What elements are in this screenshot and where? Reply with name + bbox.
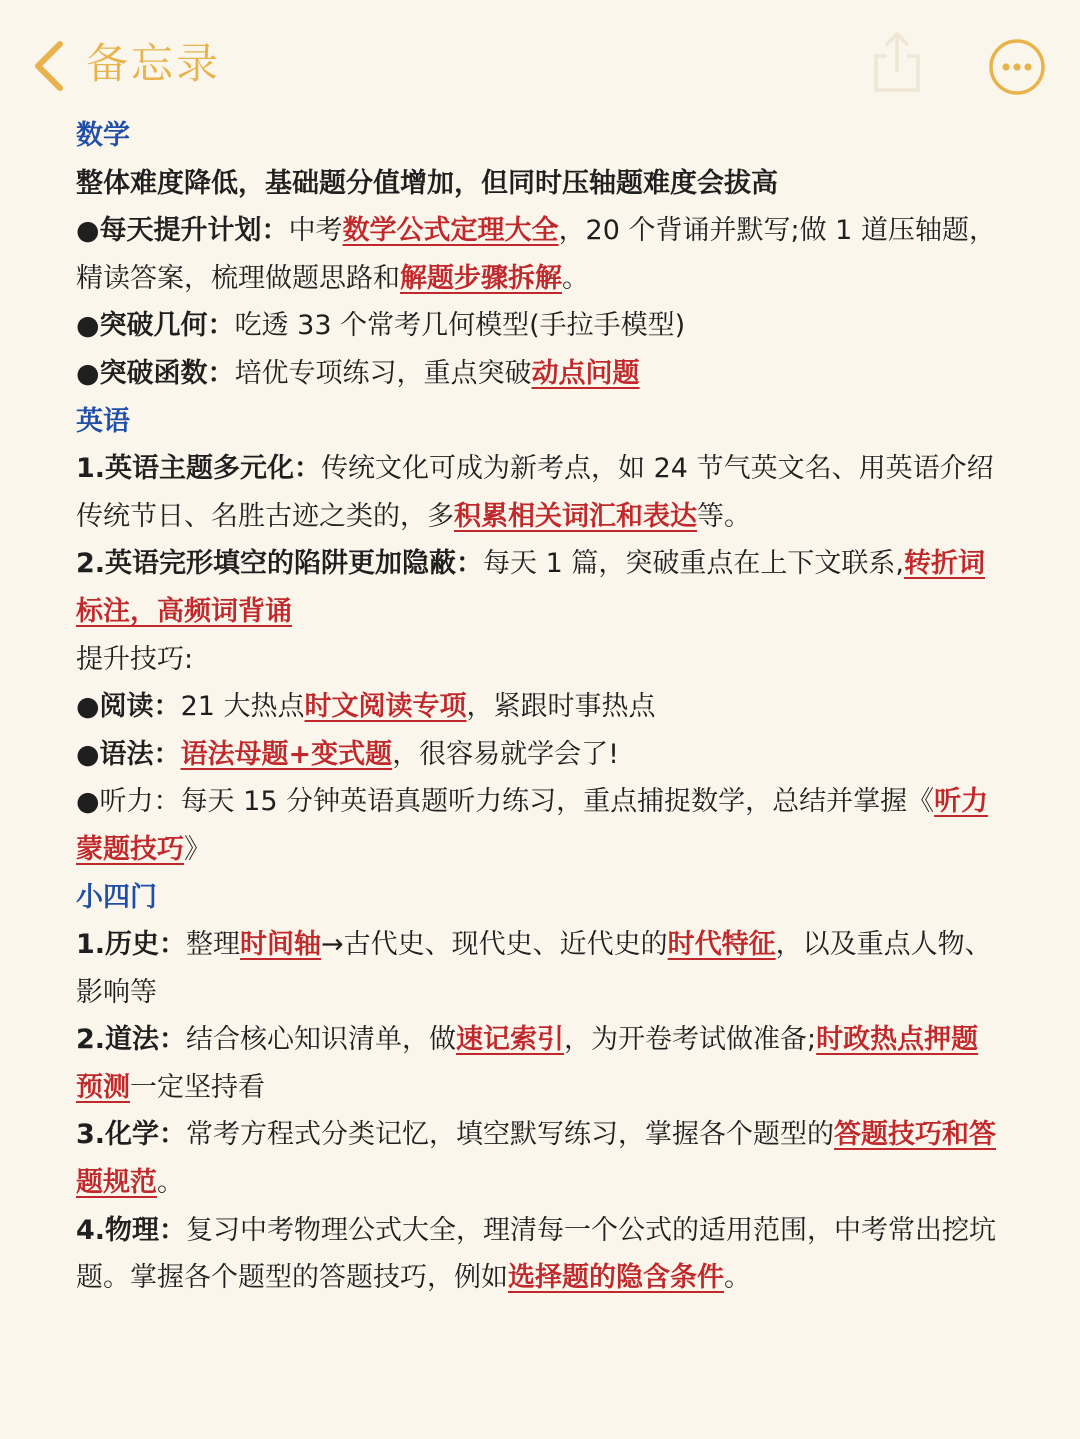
english-item2-label: 2.英语完形填空的陷阱更加隐蔽： [76, 548, 484, 580]
text: 结合核心知识清单，做 [186, 1024, 457, 1056]
grammar-label: ●语法： [76, 738, 181, 770]
math-plan-line-2 [76, 255, 1016, 303]
text: 。 [157, 1167, 184, 1199]
highlight-link[interactable]: 预测 [76, 1071, 130, 1103]
highlight-link[interactable]: 标注，高频词背诵 [76, 595, 292, 627]
back-title[interactable]: 备忘录 [86, 39, 222, 88]
history-label: 1.历史： [76, 929, 187, 961]
navigation-bar [0, 0, 1080, 120]
chemistry-line-1 [76, 1111, 1016, 1159]
text: 传统节日、名胜古迹之类的，多 [76, 500, 454, 532]
note-body[interactable] [76, 112, 1016, 1302]
math-function [76, 350, 1016, 398]
text: 21 大热点 [180, 691, 305, 723]
physics-label: 4.物理： [76, 1214, 187, 1246]
text: ，以及重点人物、 [775, 929, 992, 961]
function-label: ●突破函数： [76, 357, 235, 389]
text: →古代史、现代史、近代史的 [321, 929, 668, 961]
text: ，很容易就学会了! [392, 738, 620, 770]
text: ，紧跟时事热点 [466, 691, 656, 723]
english-item1-label: 1.英语主题多元化： [76, 453, 322, 485]
physics-line-1 [76, 1207, 1016, 1255]
highlight-link[interactable]: 解题步骤拆解 [400, 262, 562, 294]
english-item2-line-2 [76, 588, 1016, 636]
highlight-link[interactable]: 时文阅读专项 [304, 691, 467, 723]
more-icon[interactable] [988, 38, 1046, 96]
highlight-link[interactable]: 题规范 [76, 1167, 157, 1199]
highlight-link[interactable]: 语法母题+变式题 [180, 738, 393, 770]
text: 。 [562, 262, 589, 294]
text: 传统文化可成为新考点，如 24 节气英文名、用英语介绍 [321, 453, 994, 485]
highlight-link[interactable]: 时代特征 [667, 929, 776, 961]
law-label: 2.道法： [76, 1024, 187, 1056]
share-icon[interactable] [870, 30, 924, 94]
tips-title: 提升技巧: [76, 643, 194, 675]
math-plan-label: ●每天提升计划： [76, 215, 289, 247]
chevron-left-icon[interactable] [30, 38, 70, 94]
english-reading [76, 683, 1016, 731]
english-listening-line-1 [76, 778, 1016, 826]
highlight-link[interactable]: 数学公式定理大全 [342, 215, 559, 247]
highlight-link[interactable]: 动点问题 [531, 357, 640, 389]
english-item2-line-1 [76, 540, 1016, 588]
chemistry-line-2 [76, 1159, 1016, 1207]
math-summary: 整体难度降低，基础题分值增加，但同时压轴题难度会拔高 [76, 167, 778, 199]
text: 中考 [288, 215, 343, 247]
history-line-1 [76, 921, 1016, 969]
text: 一定坚持看 [130, 1071, 265, 1103]
text: 精读答案，梳理做题思路和 [76, 262, 400, 294]
text: 等。 [697, 500, 751, 532]
law-line-2 [76, 1064, 1016, 1112]
text: ，20 个背诵并默写;做 1 道压轴题， [558, 215, 996, 247]
text: 常考方程式分类记忆，填空默写练习，掌握各个题型的 [186, 1119, 835, 1151]
text: 吃透 33 个常考几何模型(手拉手模型) [234, 310, 686, 342]
highlight-link[interactable]: 蒙题技巧 [76, 833, 184, 865]
english-item1-line-1 [76, 445, 1016, 493]
text: 题。掌握各个题型的答题技巧，例如 [76, 1262, 508, 1294]
highlight-link[interactable]: 听力 [934, 786, 989, 818]
minor-heading: 小四门 [76, 881, 157, 913]
text: ●听力：每天 15 分钟英语真题听力练习，重点捕捉数学，总结并掌握《 [76, 786, 935, 818]
highlight-link[interactable]: 积累相关词汇和表达 [454, 500, 697, 532]
chemistry-label: 3.化学： [76, 1119, 187, 1151]
math-heading: 数学 [76, 120, 130, 151]
highlight-link[interactable]: 答题技巧和答 [834, 1119, 997, 1151]
history-line-2: 影响等 [76, 976, 157, 1008]
text: 整理 [186, 929, 241, 961]
math-geometry [76, 302, 1016, 350]
text: 每天 1 篇，突破重点在上下文联系, [483, 548, 904, 580]
text: ，为开卷考试做准备; [564, 1024, 817, 1056]
reading-label: ●阅读： [76, 691, 181, 723]
highlight-link[interactable]: 转折词 [903, 548, 985, 580]
geometry-label: ●突破几何： [76, 310, 235, 342]
law-line-1 [76, 1016, 1016, 1064]
highlight-link[interactable]: 选择题的隐含条件 [508, 1262, 724, 1294]
english-listening-line-2 [76, 826, 1016, 874]
text: 。 [724, 1262, 751, 1294]
text: 》 [184, 833, 211, 865]
english-grammar [76, 731, 1016, 779]
highlight-link[interactable]: 速记索引 [456, 1024, 565, 1056]
physics-line-2 [76, 1254, 1016, 1302]
highlight-link[interactable]: 时政热点押题 [816, 1024, 979, 1056]
math-plan-line-1 [76, 207, 1016, 255]
english-heading: 英语 [76, 405, 130, 437]
text: 培优专项练习，重点突破 [234, 357, 532, 389]
text: 复习中考物理公式大全，理清每一个公式的适用范围，中考常出挖坑 [186, 1214, 997, 1246]
english-item1-line-2 [76, 493, 1016, 541]
highlight-link[interactable]: 时间轴 [240, 929, 322, 961]
